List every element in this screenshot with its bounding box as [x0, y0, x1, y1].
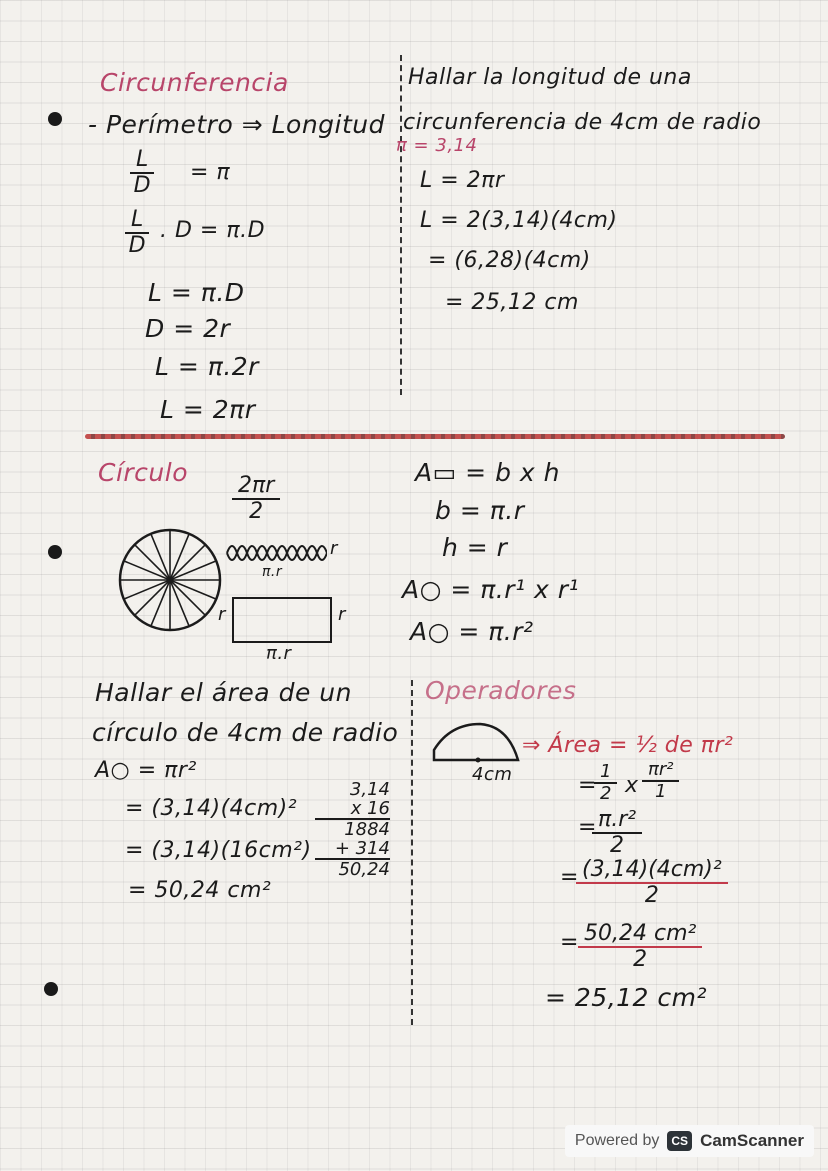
brand-name: CamScanner — [700, 1131, 804, 1150]
step-prefix: = — [560, 930, 579, 955]
radius-label: r — [218, 604, 226, 625]
numerator: 50,24 cm² — [578, 922, 702, 948]
step: = (3,14)(4cm)² — [125, 796, 298, 821]
equation: b = π.r — [435, 496, 525, 525]
problem-text: circunferencia de 4cm de radio — [403, 110, 762, 135]
equation: D = 2r — [145, 314, 231, 343]
pi-r-label: π.r — [262, 564, 283, 580]
fraction — [578, 922, 702, 972]
semicircle-diagram — [430, 722, 522, 764]
fraction — [125, 208, 149, 258]
step: L = 2(3,14)(4cm) — [420, 208, 618, 233]
numerator: (3,14)(4cm)² — [576, 858, 728, 884]
mult-line: 50,24 — [338, 859, 390, 880]
numerator: L — [125, 208, 149, 234]
equation: L = 2πr — [160, 395, 256, 424]
section-divider — [85, 434, 785, 439]
step: A○ = πr² — [95, 758, 197, 783]
fraction — [232, 474, 280, 524]
radius-label: r — [338, 604, 346, 625]
step: L = 2πr — [420, 168, 505, 193]
step: = (6,28)(4cm) — [428, 248, 591, 273]
mult-line: 1884 — [344, 819, 390, 840]
numerator: π.r² — [592, 808, 642, 834]
equation: h = r — [442, 533, 508, 562]
step: = 25,12 cm² — [545, 983, 708, 1012]
numerator: 2πr — [232, 474, 280, 500]
problem-text: Hallar la longitud de una — [408, 65, 692, 90]
numerator: L — [130, 148, 154, 174]
circle-sectors-diagram — [115, 525, 225, 635]
fraction — [642, 760, 679, 802]
equation: A○ = π.r¹ x r¹ — [402, 575, 580, 604]
pi-value: π = 3,14 — [396, 135, 478, 156]
fraction — [594, 762, 617, 804]
step-prefix: = — [560, 865, 579, 890]
denominator: D — [133, 173, 151, 199]
diameter-label: 4cm — [472, 764, 513, 785]
column-divider — [411, 680, 413, 1025]
equation: A○ = π.r² — [410, 617, 534, 646]
mult-line: x 16 — [315, 799, 390, 820]
mult-line: 3,14 — [349, 779, 390, 800]
camscanner-logo-icon: CS — [667, 1131, 692, 1151]
punch-hole — [44, 982, 58, 996]
mult-line: + 314 — [315, 839, 390, 860]
equation: . D = π.D — [160, 218, 266, 243]
radius-label: r — [330, 538, 338, 559]
pi-r-label: π.r — [266, 643, 292, 664]
denominator: 2 — [610, 833, 625, 859]
punch-hole — [48, 545, 62, 559]
step-prefix: = — [578, 815, 597, 840]
section-title: Operadores — [425, 676, 577, 705]
section-title: Circunferencia — [100, 68, 289, 97]
step-prefix: = — [578, 773, 597, 798]
numerator: 1 — [594, 762, 617, 784]
column-divider — [400, 55, 402, 395]
denominator: 2 — [249, 499, 264, 525]
rectangle-diagram — [232, 597, 332, 643]
denominator: 2 — [633, 947, 648, 973]
equation: L = π.D — [148, 278, 245, 307]
step: ⇒ Área = ½ de πr² — [522, 733, 734, 758]
multiply-sign: x — [625, 773, 639, 798]
punch-hole — [48, 112, 62, 126]
camscanner-watermark — [565, 1125, 814, 1157]
equation: = π — [190, 160, 231, 185]
equation: L = π.2r — [155, 352, 259, 381]
denominator: 2 — [600, 782, 612, 804]
subtitle: - Perímetro ⇒ Longitud — [88, 110, 385, 139]
problem-text: círculo de 4cm de radio — [92, 718, 399, 747]
step: = (3,14)(16cm²) — [125, 838, 312, 863]
section-title: Círculo — [98, 458, 189, 487]
denominator: D — [128, 233, 146, 259]
powered-by-text: Powered by — [574, 1132, 660, 1149]
denominator: 1 — [655, 780, 667, 802]
equation: A▭ = b x h — [415, 458, 560, 487]
fraction — [130, 148, 154, 198]
step: = 25,12 cm — [445, 290, 579, 315]
step: = 50,24 cm² — [128, 878, 272, 903]
numerator: πr² — [642, 760, 679, 782]
problem-text: Hallar el área de un — [95, 678, 352, 707]
denominator: 2 — [644, 883, 659, 909]
multiplication-work — [315, 780, 390, 879]
fraction — [576, 858, 728, 908]
fraction — [592, 808, 642, 858]
